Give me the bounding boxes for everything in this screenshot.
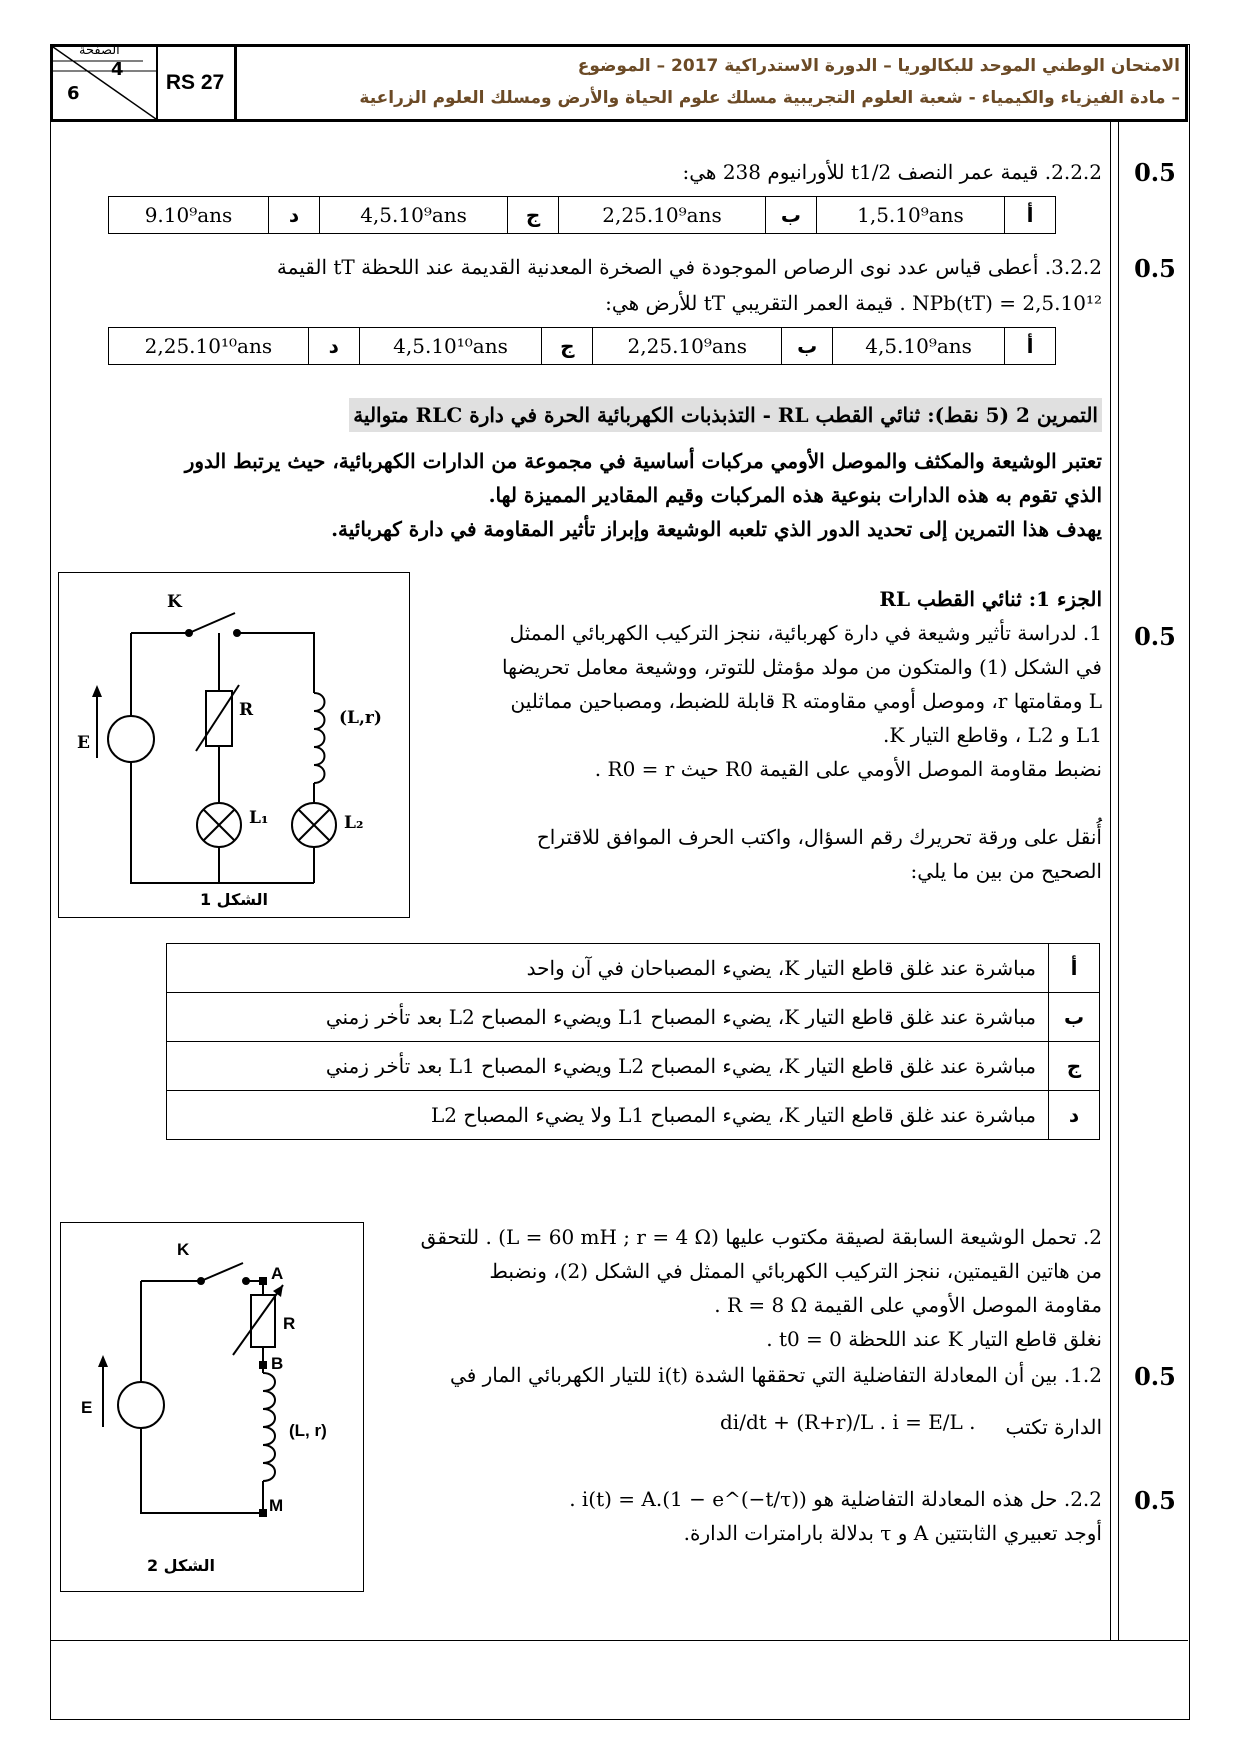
page-number: 4 <box>111 59 124 80</box>
q2-line-1: 2. تحمل الوشيعة السابقة لصيقة مكتوب عليها (L = 60 mH ; r = 4 Ω) . للتحقق <box>420 1225 1102 1249</box>
q222-opt-value: 1,5.10⁹ans <box>816 197 1004 234</box>
differential-equation: di/dt + (R+r)/L . i = E/L . <box>720 1410 976 1434</box>
fig2-label-lr: (L, r) <box>289 1421 327 1440</box>
fig1-label-l2: L₂ <box>344 813 364 833</box>
exercise-2-intro-1: تعتبر الوشيعة والمكثف والموصل الأومي مركبات أساسية في مجموعة من الدارات الكهربائية، حيث يرتبط الدور <box>184 449 1102 473</box>
q2-line-3: مقاومة الموصل الأومي على القيمة R = 8 Ω . <box>714 1293 1102 1317</box>
choice-letter: أ <box>1049 944 1100 993</box>
mark-q222: 0.5 <box>1134 158 1176 187</box>
header-line-1: الامتحان الوطني الموحد للبكالوريا – الدورة الاستدراكية 2017 – الموضوع <box>577 56 1180 76</box>
q222-opt-value: 9.10⁹ans <box>109 197 269 234</box>
q322-opt-letter: ب <box>782 328 833 365</box>
fig2-label-k: K <box>177 1240 190 1259</box>
part1-line-2: في الشكل (1) والمتكون من مولد مؤمثل للتوتر، ووشيعة معامل تحريضها <box>502 655 1102 679</box>
q222-opt-value: 2,25.10⁹ans <box>559 197 766 234</box>
fig2-label-e: E <box>81 1398 93 1417</box>
q222-text: 2.2.2. قيمة عمر النصف t1/2 للأورانيوم 238 هي: <box>682 160 1102 184</box>
exercise-2-title: التمرين 2 (5 نقط): ثنائي القطب RL - التذبذبات الكهربائية الحرة في دارة RLC متوالية <box>349 398 1102 432</box>
exercise-2-intro-3: يهدف هذا التمرين إلى تحديد الدور الذي تلعبه الوشيعة وإبراز تأثير المقاومة في دارة كهربائية. <box>331 517 1102 541</box>
q322-opt-value: 4,5.10¹⁰ans <box>359 328 542 365</box>
choice-row <box>167 944 1100 993</box>
q222-opt-letter: ب <box>765 197 816 234</box>
part1-line-4: L1 و L2 ، وقاطع التيار K. <box>883 723 1102 747</box>
q322-line-2: NPb(tT) = 2,5.10¹² . قيمة العمر التقريبي tT للأرض هي: <box>605 291 1102 315</box>
mark-part1-q1: 0.5 <box>1134 622 1176 651</box>
q2-line-4: نغلق قاطع التيار K عند اللحظة t0 = 0 . <box>766 1327 1102 1351</box>
exercise-2-intro-2: الذي تقوم به هذه الدارات بنوعية هذه المركبات وقيم المقادير المميزة لها. <box>488 483 1102 507</box>
q322-opt-letter: د <box>308 328 359 365</box>
q322-opt-letter: أ <box>1005 328 1056 365</box>
q222-opt-value: 4,5.10⁹ans <box>320 197 508 234</box>
part1-choices <box>166 943 1100 1140</box>
footer-rule <box>50 1640 1188 1641</box>
part1-line-5: نضبط مقاومة الموصل الأومي على القيمة R0 حيث R0 = r . <box>594 757 1102 781</box>
q322-options <box>108 327 1056 365</box>
choice-letter: د <box>1049 1091 1100 1140</box>
figure-1 <box>58 572 410 918</box>
fig1-label-r: R <box>239 700 254 720</box>
fig2-label-a: A <box>271 1264 284 1283</box>
fig1-caption: الشكل 1 <box>199 890 269 909</box>
choice-text: مباشرة عند غلق قاطع التيار K، يضيء المصباح L1 ولا يضيء المصباح L2 <box>167 1091 1049 1140</box>
margin-rule-inner <box>1118 122 1119 1640</box>
q12-line-1: 1.2. بين أن المعادلة التفاضلية التي تحققها الشدة i(t) للتيار الكهربائي المار في <box>450 1363 1102 1387</box>
q322-opt-letter: ج <box>542 328 593 365</box>
part-1-title: الجزء 1: ثنائي القطب RL <box>879 587 1102 611</box>
choice-row <box>167 1042 1100 1091</box>
choice-text: مباشرة عند غلق قاطع التيار K، يضيء المصباح L2 ويضيء المصباح L1 بعد تأخر زمني <box>167 1042 1049 1091</box>
fig2-label-r: R <box>283 1314 296 1333</box>
part1-line-7: الصحيح من بين ما يلي: <box>910 859 1102 883</box>
fig1-label-e: E <box>77 733 90 753</box>
part1-line-3: L ومقامتها r، وموصل أومي مقاومته R قابلة للضبط، ومصباحين مماثلين <box>510 689 1102 713</box>
choice-text: مباشرة عند غلق قاطع التيار K، يضيء المصباح L1 ويضيء المصباح L2 بعد تأخر زمني <box>167 993 1049 1042</box>
page-label: الصفحة <box>79 43 120 58</box>
part1-line-6: أُنقل على ورقة تحريرك رقم السؤال، واكتب الحرف الموافق للاقتراح <box>536 825 1102 849</box>
circuit-1-diagram <box>59 573 409 917</box>
fig1-label-lr: (L,r) <box>339 708 382 728</box>
q222-options <box>108 196 1056 234</box>
page-total: 6 <box>67 83 80 104</box>
q222-opt-letter: د <box>269 197 320 234</box>
q322-opt-value: 4,5.10⁹ans <box>833 328 1005 365</box>
part1-line-1: 1. لدراسة تأثير وشيعة في دارة كهربائية، ننجز التركيب الكهربائي الممثل <box>509 621 1102 645</box>
fig1-label-k: K <box>167 592 182 612</box>
mark-q12: 0.5 <box>1134 1362 1176 1391</box>
fig1-label-l1: L₁ <box>249 808 269 828</box>
choice-letter: ب <box>1049 993 1100 1042</box>
q222-opt-letter: أ <box>1005 197 1056 234</box>
q12-line-2: الدارة تكتب <box>1005 1415 1102 1439</box>
mark-q22: 0.5 <box>1134 1486 1176 1515</box>
choice-letter: ج <box>1049 1042 1100 1091</box>
q322-line-1: 3.2.2. أعطى قياس عدد نوى الرصاص الموجودة في الصخرة المعدنية القديمة عند اللحظة tT القيمة <box>276 255 1102 279</box>
figure-2 <box>60 1222 364 1592</box>
q322-opt-value: 2,25.10¹⁰ans <box>109 328 309 365</box>
q222-opt-letter: ج <box>508 197 559 234</box>
fig2-caption: الشكل 2 <box>146 1556 216 1575</box>
margin-rule <box>1110 122 1111 1640</box>
q322-opt-value: 2,25.10⁹ans <box>593 328 782 365</box>
mark-q322: 0.5 <box>1134 254 1176 283</box>
circuit-2-diagram <box>61 1223 363 1591</box>
fig2-label-b: B <box>271 1354 284 1373</box>
fig2-label-m: M <box>269 1496 284 1515</box>
header-line-2: – مادة الفيزياء والكيمياء - شعبة العلوم التجريبية مسلك علوم الحياة والأرض ومسلك العلوم الزراعية <box>359 88 1180 108</box>
q22-line-1: 2.2. حل هذه المعادلة التفاضلية هو i(t) = A.(1 − e^(−t/τ)) . <box>569 1487 1102 1511</box>
exam-code: RS 27 <box>156 47 237 119</box>
q22-line-2: أوجد تعبيري الثابتتين A و τ بدلالة بارامترات الدارة. <box>683 1521 1102 1545</box>
header-title <box>240 50 1180 114</box>
choice-text: مباشرة عند غلق قاطع التيار K، يضيء المصباحان في آن واحد <box>167 944 1049 993</box>
q2-line-2: من هاتين القيمتين، ننجز التركيب الكهربائي الممثل في الشكل (2)، ونضبط <box>489 1259 1102 1283</box>
choice-row <box>167 993 1100 1042</box>
page-number-box <box>53 43 158 119</box>
choice-row <box>167 1091 1100 1140</box>
